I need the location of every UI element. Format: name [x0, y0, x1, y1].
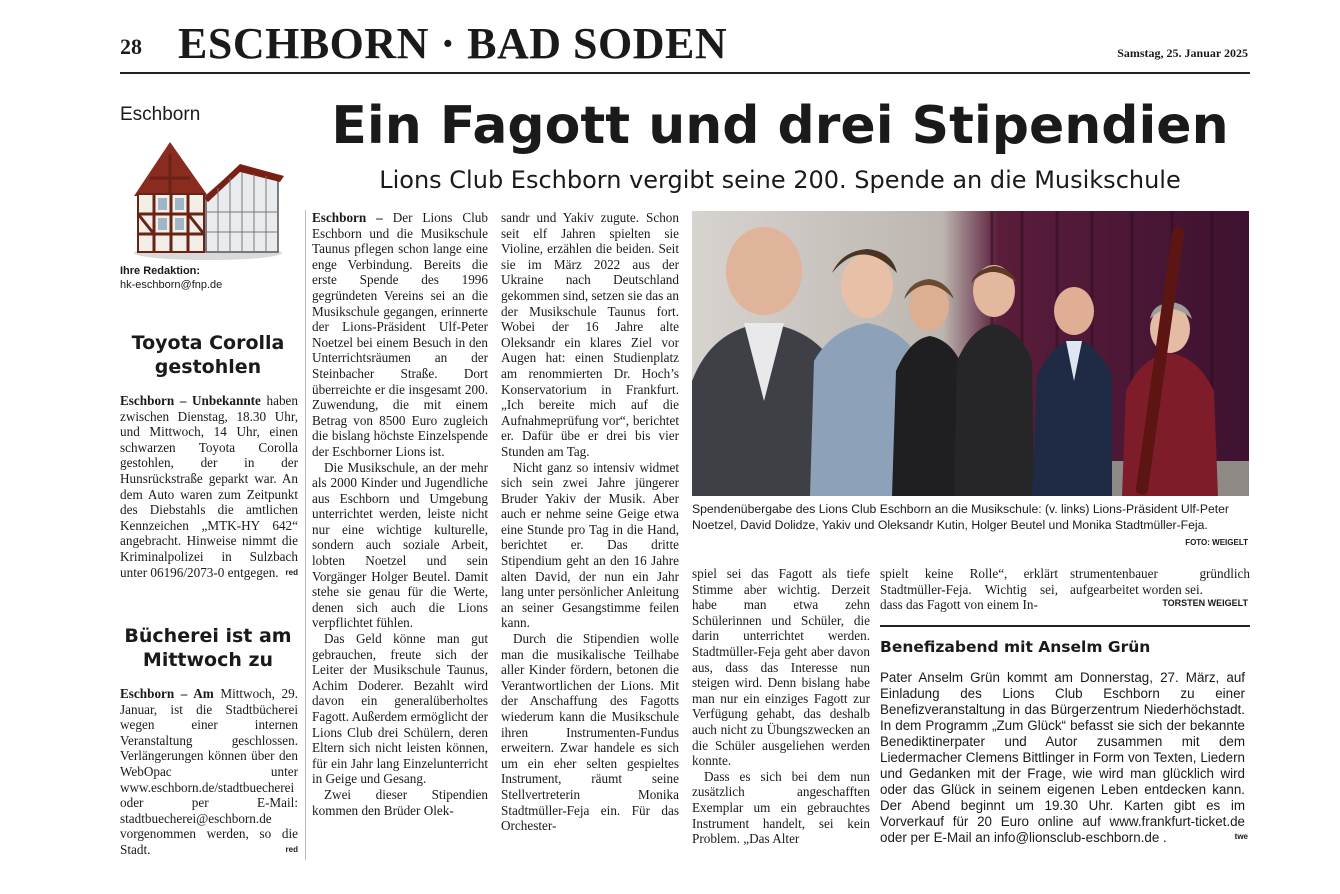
- article-dateline: Eschborn –: [312, 210, 383, 225]
- article-paragraph: spiel sei das Fagott als tiefe Stimme aber wichtig. Derzeit habe man etwa zehn Schülerinnen und Schüler, die darin unterrichtet werden. Stadtmüller-Feja geht aber davon aus, dass das Interesse nun steigen wird. Denn bislang habe man nur ein einziges Fagott zur Verfügung gehabt, das deshalb auch nicht zu Übungszwecken an die Schüler ausgeliehen werden konnte.: [692, 566, 870, 769]
- infobox-signature: twe: [1234, 832, 1248, 841]
- brief-toyota-headline: Toyota Corolla gestohlen: [131, 332, 285, 378]
- photo-credit: FOTO: WEIGELT: [1185, 538, 1248, 547]
- brief-toyota-dateline: Eschborn – Unbekannte: [120, 393, 261, 408]
- section-name: Eschborn: [120, 104, 201, 125]
- article-paragraph: Das Geld könne man gut gebrauchen, freute sich der Leiter der Musikschule Taunus, Achim Doderer. Bezahlt wird davon ein generalüberholtes Fagott. Außerdem ermöglicht der Lions Club drei Schülern, deren Eltern sich nicht leisten können, für ein Jahr lang Einzelunterricht in Geige und Gesang.: [312, 631, 488, 787]
- issue-date: Samstag, 25. Januar 2025: [1117, 46, 1248, 60]
- town-hall-illustration: [128, 138, 288, 260]
- brief-toyota-text: [120, 393, 298, 580]
- article-paragraph: Dass es sich bei dem nun zusätzlich angeschafften Exemplar um ein gebrauchtes Instrument handelt, sei kein Problem. „Das Alter: [692, 768, 870, 847]
- brief-toyota-body: haben zwischen Dienstag, 18.30 Uhr, und Mittwoch, 14 Uhr, einen schwarzen Toyota Corolla gestohlen, der in der Hunsrückstraße geparkt war. An dem Auto waren zum Zeitpunkt des Diebstahls die amtlichen Kennzeichen „MTK-HY 642“ angebracht. Hinweise nimmt die Kriminalpolizei in Sulzbach unter 06196/2073-0 entgegen.: [120, 393, 298, 580]
- article-paragraph: Durch die Stipendien wolle man die musikalische Teilhabe aller Kinder fördern, betonen die Verantwortlichen der Lions. Mit der Anschaffung des Fagotts wiederum kann die Musikschule ihren Instrumenten-Fundus erweitern. Zwar handele es sich um ein eher selten gespieltes Instrument, räumt seine Stellvertreterin Monika Stadtmüller-Feja ein. Für das Orchester-: [501, 631, 679, 834]
- brief-toyota-signature: red: [285, 567, 298, 577]
- brief-library-text: [120, 686, 298, 858]
- column-divider: [305, 210, 306, 860]
- page-title: ESCHBORN · BAD SODEN: [178, 19, 728, 68]
- header-rule: [120, 72, 1250, 74]
- brief-library-signature: red: [285, 844, 298, 854]
- article-column-5: strumentenbauer gründlich aufgearbeitet worden sei.: [1070, 566, 1250, 597]
- article-headline: Ein Fagott und drei Stipendien: [331, 96, 1229, 156]
- page-number: 28: [120, 34, 142, 59]
- article-author: TORSTEN WEIGELT: [1162, 598, 1248, 608]
- article-photo: [692, 211, 1249, 496]
- article-paragraph: sandr und Yakiv zugute. Schon seit elf Jahren spielten sie Violine, erzählen die beiden. Seit sie im März 2022 aus der Ukraine nach Deutschland gekommen sind, setzen sie das an der Musikschule Taunus fort. Wobei der 16 Jahre alte Oleksandr ein klares Ziel vor Augen hat: einen Studienplatz am renommierten Dr. Hoch’s Konservatorium in Frankfurt. „Ich bereite mich auf die Aufnahmeprüfung vor“, berichtet er. Dafür übe er drei bis vier Stunden am Tag.: [501, 210, 679, 459]
- article-paragraph: Die Musikschule, an der mehr als 2000 Kinder und Jugendliche aus Eschborn und Umgebung unterrichtet werden, leiste nicht nur eine wichtige kulturelle, sondern auch soziale Arbeit, lobten Noetzel und sein Vorgänger Holger Beutel. Damit stehe sie genau für die Werte, denen sich auch die Lions verpflichtet fühlen.: [312, 459, 488, 631]
- infobox-headline: Benefizabend mit Anselm Grün: [880, 638, 1151, 656]
- photo-caption: Spendenübergabe des Lions Club Eschborn an die Musikschule: (v. links) Lions-Präsident Ulf-Peter Noetzel, David Dolidze, Yakiv und Oleksandr Kutin, Holger Beutel und Monika Stadtmüller-Feja.: [692, 502, 1229, 532]
- brief-library-dateline: Eschborn – Am: [120, 686, 214, 701]
- editorial-label: Ihre Redaktion:: [120, 265, 201, 277]
- brief-library-body: Mittwoch, 29. Januar, ist die Stadtbücherei wegen einer internen Veranstaltung geschlossen. Verlängerungen können über den WebOpac unter www.eschborn.de/stadtbuecherei oder per E-Mail: stadtbuecherei@eschborn.de vorgenommen werden, so die Stadt.: [120, 686, 298, 857]
- editorial-email: hk-eschborn@fnp.de: [120, 279, 223, 291]
- brief-library-headline: Bücherei ist am Mittwoch zu: [124, 625, 292, 671]
- article-paragraph: Nicht ganz so intensiv widmet sich sein zwei Jahre jüngerer Bruder Yakiv der Musik. Aber auch er nehme seine Geige etwa eine Stunde pro Tag in die Hand, berichtet er. Das dritte Stipendium geht an den 16 Jahre alten David, der nun ein Jahr lang unter persönlicher Anleitung an seiner Gesangstimme feilen kann.: [501, 459, 679, 631]
- infobox-text: Pater Anselm Grün kommt am Donnerstag, 27. März, auf Einladung des Lions Club Eschborn zu einer Benefizveranstaltung in das Bürgerzentrum Niederhöchstadt. In dem Programm „Zum Glück“ befasst sie sich der bekannte Benediktinerpater und Autor zusammen mit dem Liedermacher Clemens Bittlinger in Form von Texten, Liedern und Gedanken mit der Frage, wie wird man glücklich wird oder das Glück in seinem eigenen Leben entdecken kann. Der Abend beginnt um 19.30 Uhr. Karten gibt es im Vorverkauf für 20 Euro online auf www.frankfurt-ticket.de oder per E-Mail an info@lionsclub-eschborn.de .: [880, 670, 1245, 845]
- article-subheadline: Lions Club Eschborn vergibt seine 200. Spende an die Musikschule: [379, 166, 1181, 194]
- article-column-3: [692, 566, 870, 847]
- article-column-2: [501, 210, 679, 834]
- article-paragraph: Der Lions Club Eschborn und die Musikschule Taunus pflegen schon lange eine enge Verbindung. Bereits die erste Spende des 1996 gegründeten Vereins sei an die Musikschule gegangen, erinnerte der Lions-Präsident Ulf-Peter Noetzel bei einem Besuch in den Unterrichtsräumen an der Steinbacher Straße. Dort überreichte er die insgesamt 200. Zuwendung, die mit einem Betrag von 8500 Euro zugleich die bislang höchste Einzelspende der Eschborner Lions ist.: [312, 210, 488, 459]
- infobox-rule: [880, 625, 1250, 627]
- article-paragraph: Zwei dieser Stipendien kommen den Brüder Olek-: [312, 786, 488, 818]
- article-column-1: [312, 210, 488, 818]
- article-column-4: spielt keine Rolle“, erklärt Stadtmüller-Feja. Wichtig sei, dass das Fagott von einem In-: [880, 566, 1058, 613]
